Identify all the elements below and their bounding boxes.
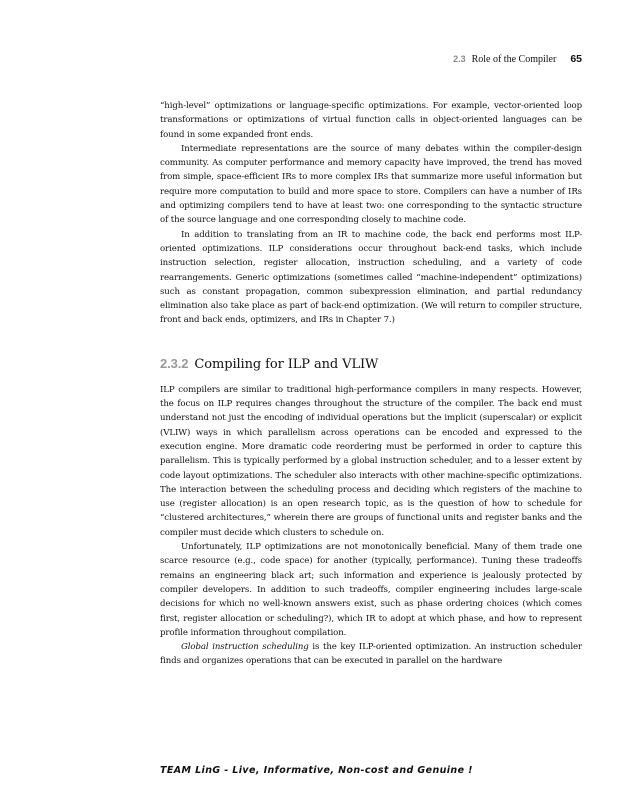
section-title: Compiling for ILP and VLIW	[194, 356, 379, 372]
paragraph: ILP compilers are similar to traditional high-performance compilers in many respects. However, the focus on ILP requires changes throughout the structure of the compiler. The back end must understand not just the encoding of individual operations but the implicit (superscalar) or explicit (VLIW) ways in which parallelism across operations can be encoded and expressed to the execution engine. More dramatic code reordering must be performed in order to capture this parallelism. This is typically performed by a global instruction scheduler, and to a lesser extent by code layout optimizations. The scheduler also interacts with other machine-specific optimizations. The interaction between the scheduling process and deciding which registers of the machine to use (register allocation) is an open research topic, as is the question of how to schedule for “clustered architectures,” wherein there are groups of functional units and register banks and the compiler must decide which clusters to schedule on.	[160, 384, 582, 538]
section-heading	[160, 355, 582, 374]
running-head-section-title: Role of the Compiler	[471, 54, 557, 65]
body-text	[160, 99, 582, 669]
paragraph: “high-level” optimizations or language-specific optimizations. For example, vector-oriented loop transformations or optimizations of virtual function calls in object-oriented languages can be found in some expanded front ends.	[160, 101, 582, 140]
paragraph	[160, 640, 582, 669]
paragraph: Intermediate representations are the source of many debates within the compiler-design community. As computer performance and memory capacity have improved, the trend has moved from simple, space-efficient IRs to more complex IRs that summarize more useful information but require more computation to build and more space to store. Compilers can have a number of IRs and optimizing compilers tend to have at least two: one corresponding to the syntactic structure of the source language and one corresponding closely to machine code.	[160, 143, 582, 226]
paragraph-text: is the key ILP-oriented optimization. An instruction scheduler finds and organizes operations that can be executed in parallel on the hardware	[160, 642, 582, 667]
paragraph: In addition to translating from an IR to machine code, the back end performs most ILP-oriented optimizations. ILP considerations occur throughout back-end tasks, which include instruction selection, register allocation, instruction scheduling, and a variety of code rearrangements. Generic optimizations (sometimes called “machine-independent” optimizations) such as constant propagation, common subexpression elimination, and partial redundancy elimination also take place as part of back-end optimization. (We will return to compiler structure, front and back ends, optimizers, and IRs in Chapter 7.)	[160, 229, 582, 326]
running-head	[453, 53, 582, 65]
running-head-section-number: 2.3	[453, 54, 466, 64]
emphasized-term: Global instruction scheduling	[181, 642, 309, 653]
paragraph: Unfortunately, ILP optimizations are not monotonically beneficial. Many of them trade one scarce resource (e.g., code space) for another (typically, performance). Tuning these tradeoffs remains an engineering black art; such information and experience is jealously protected by compiler developers. In addition to such tradeoffs, compiler engineering includes large-scale decisions for which no well-known answers exist, such as phase ordering choices (which comes first, register allocation or scheduling?), which IR to adopt at which phase, and how to represent profile information throughout compilation.	[160, 542, 582, 638]
page-number: 65	[570, 53, 582, 65]
footer-banner: TEAM LinG - Live, Informative, Non-cost and Genuine !	[160, 765, 473, 776]
section-number: 2.3.2	[160, 355, 189, 371]
